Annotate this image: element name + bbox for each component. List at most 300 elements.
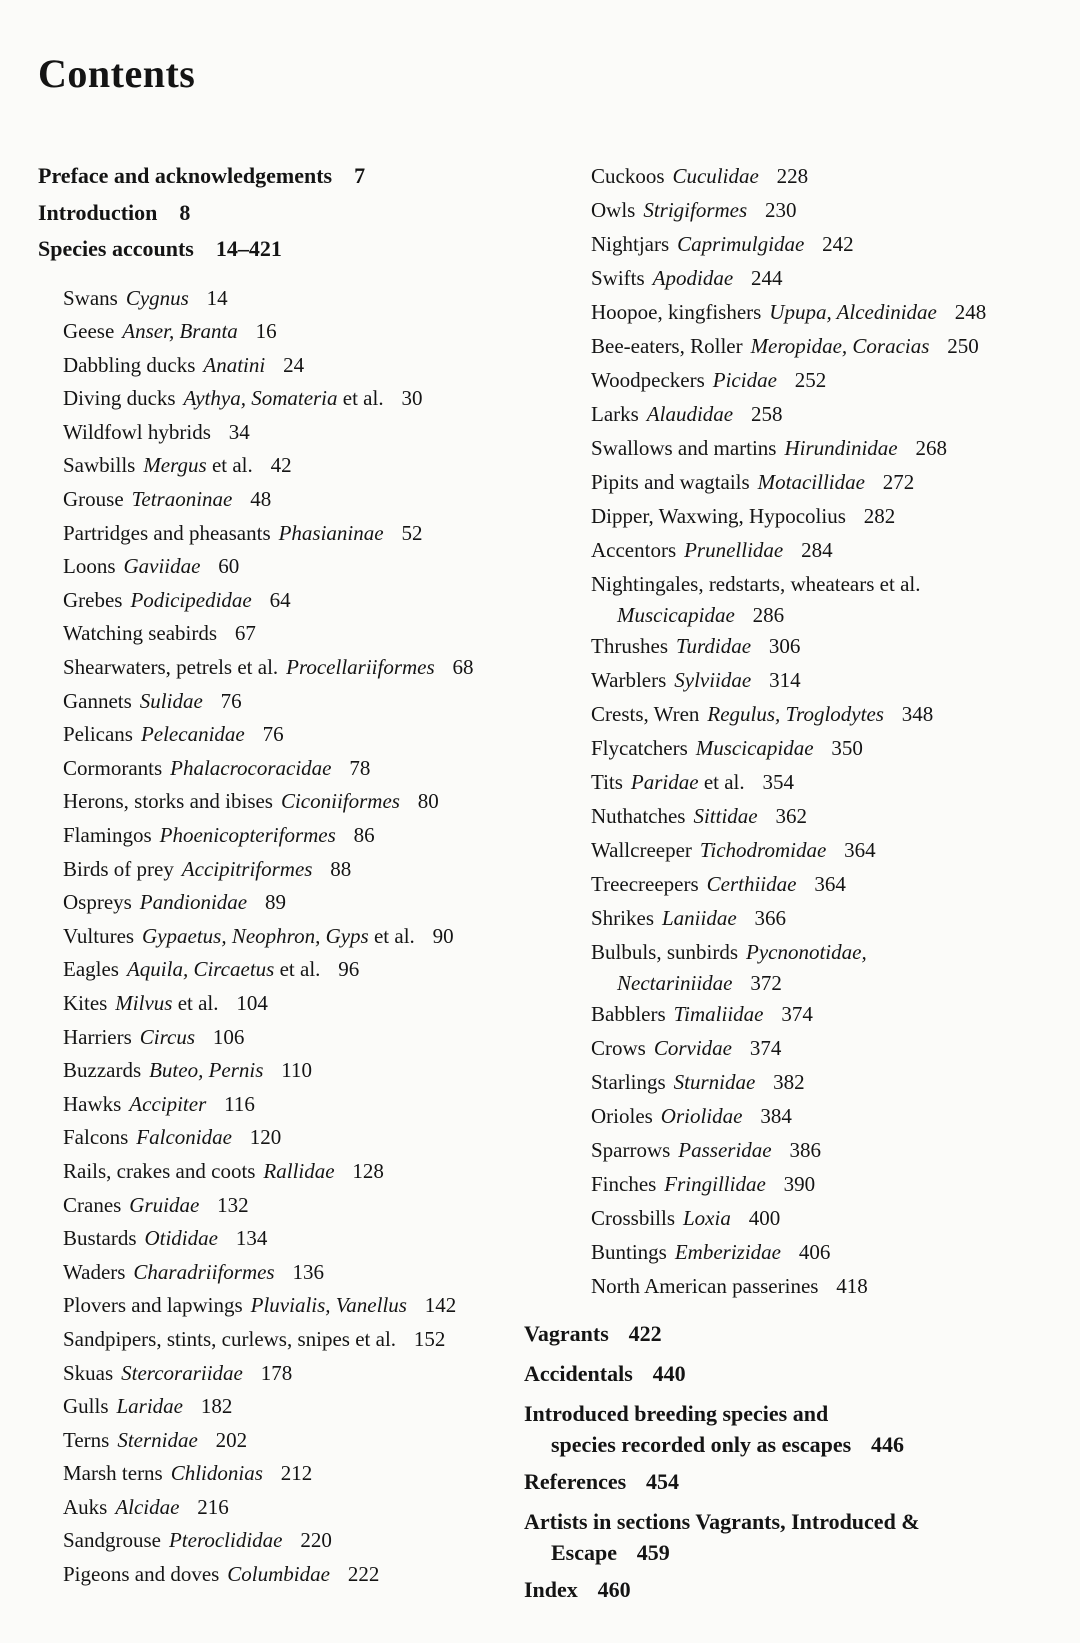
back-section xyxy=(524,1505,1044,1567)
toc-entry-latin: Rallidae xyxy=(263,1158,335,1183)
back-section-label: Artists in sections Vagrants, Introduced & xyxy=(524,1509,920,1534)
toc-entry xyxy=(63,685,524,719)
back-section xyxy=(524,1465,1044,1499)
back-section xyxy=(524,1317,1044,1351)
toc-entry-page: 106 xyxy=(212,1024,245,1049)
toc-entry-name: Crests, Wren xyxy=(591,702,700,726)
toc-entry-page: 354 xyxy=(762,770,794,794)
toc-entry xyxy=(63,920,524,954)
front-section-page: 14–421 xyxy=(215,236,282,261)
toc-entry-latin: Phasianinae xyxy=(278,520,384,545)
toc-entry xyxy=(63,785,524,819)
toc-entry-name: Larks xyxy=(591,402,639,426)
toc-entry xyxy=(63,1524,524,1558)
toc-entry-name: Eagles xyxy=(63,957,119,982)
toc-entry-page: 366 xyxy=(754,906,786,930)
toc-entry-latin: Motacillidae xyxy=(757,470,865,494)
toc-entry-page: 250 xyxy=(947,334,979,358)
back-section-continuation xyxy=(524,1431,1044,1459)
toc-entry-name: Sawbills xyxy=(63,453,136,478)
toc-entry xyxy=(591,765,1044,799)
toc-entry-name: Grouse xyxy=(63,487,124,512)
toc-entry-name: Thrushes xyxy=(591,634,668,658)
toc-entry-name: Bustards xyxy=(63,1226,137,1251)
toc-entry-name: Rails, crakes and coots xyxy=(63,1158,256,1183)
toc-entry-name: Flamingos xyxy=(63,823,152,847)
toc-entry-latin: Strigiformes xyxy=(643,198,748,222)
toc-entry-latin: Alcidae xyxy=(115,1494,180,1519)
toc-entry-latin: Aquila, Circaetus xyxy=(126,957,275,982)
toc-entry-name: Loons xyxy=(63,554,116,579)
toc-entry xyxy=(591,227,1044,261)
toc-entry-name: Auks xyxy=(63,1494,108,1519)
toc-entry-suffix: et al. xyxy=(373,923,415,948)
back-section-page: 446 xyxy=(871,1432,905,1457)
toc-entry-name: Plovers and lapwings xyxy=(63,1293,243,1318)
toc-entry xyxy=(591,935,1044,969)
toc-entry-page: 306 xyxy=(768,634,801,658)
toc-entry-name: Cuckoos xyxy=(591,164,665,188)
toc-entry xyxy=(591,329,1044,363)
back-section-label: Introduced breeding species and xyxy=(524,1401,829,1426)
toc-entry xyxy=(63,1357,524,1391)
toc-entry-name: Swifts xyxy=(591,266,645,290)
toc-entry-latin: Paridae xyxy=(630,770,699,794)
toc-entry-page: 96 xyxy=(338,957,360,982)
back-section-continuation xyxy=(524,1539,1044,1567)
front-section xyxy=(38,231,524,268)
toc-entry-latin: Cygnus xyxy=(125,285,189,310)
front-section xyxy=(38,195,524,232)
toc-entry xyxy=(591,1133,1044,1167)
species-list-right xyxy=(524,159,1044,1303)
toc-entry-name: Bulbuls, sunbirds xyxy=(591,940,739,964)
toc-entry-page: 152 xyxy=(413,1326,446,1351)
toc-entry-name: North American passerines xyxy=(591,1274,819,1298)
toc-entry-name: Watching seabirds xyxy=(63,621,218,646)
toc-entry-name: Shrikes xyxy=(591,906,654,930)
toc-entry-latin: Pluvialis, Vanellus xyxy=(250,1293,407,1318)
toc-entry-latin: Sylviidae xyxy=(674,668,752,692)
toc-entry-page: 178 xyxy=(260,1360,293,1385)
toc-entry-name: Gulls xyxy=(63,1394,109,1419)
toc-entry-page: 364 xyxy=(844,838,876,862)
toc-entry-name: Pipits and wagtails xyxy=(591,470,750,494)
toc-entry-page: 382 xyxy=(773,1070,805,1094)
toc-entry-name: Tits xyxy=(591,770,623,794)
toc-entry-page: 14 xyxy=(206,285,228,310)
toc-entry xyxy=(63,1088,524,1122)
toc-entry-page: 24 xyxy=(283,352,305,377)
toc-entry xyxy=(591,397,1044,431)
toc-entry xyxy=(63,617,524,651)
toc-entry-latin: Oriolidae xyxy=(660,1104,743,1128)
toc-entry xyxy=(591,261,1044,295)
toc-entry-name: Waders xyxy=(63,1259,126,1284)
toc-entry-page: 48 xyxy=(250,487,272,512)
toc-entry xyxy=(591,1201,1044,1235)
toc-entry-latin: Sulidae xyxy=(139,688,203,713)
toc-entry xyxy=(63,651,524,685)
toc-entry-latin: Accipiter xyxy=(129,1091,207,1116)
toc-entry-latin: Charadriiformes xyxy=(133,1259,275,1284)
toc-entry-name: Falcons xyxy=(63,1125,129,1150)
toc-entry-page: 272 xyxy=(882,470,915,494)
toc-entry-page: 258 xyxy=(750,402,783,426)
toc-entry-name: Hawks xyxy=(63,1091,122,1116)
toc-entry-latin: Hirundinidae xyxy=(784,436,898,460)
toc-entry-page: 34 xyxy=(228,419,250,444)
toc-entry-page: 350 xyxy=(831,736,863,760)
toc-entry xyxy=(63,416,524,450)
toc-entry xyxy=(591,363,1044,397)
toc-entry-latin: Anatini xyxy=(203,352,266,377)
toc-entry-latin: Muscicapidae xyxy=(695,736,814,760)
toc-entry-page: 52 xyxy=(401,520,423,545)
toc-entry-name: Shearwaters, petrels et al. xyxy=(63,655,279,680)
toc-entry-name: Sandgrouse xyxy=(63,1528,161,1553)
toc-entry-latin: Otididae xyxy=(144,1226,218,1251)
toc-entry-latin: Picidae xyxy=(712,368,777,392)
back-section-page: 460 xyxy=(597,1577,631,1602)
toc-entry-name: Sparrows xyxy=(591,1138,671,1162)
back-section-title xyxy=(524,1465,1044,1499)
toc-entry-latin: Buteo, Pernis xyxy=(149,1058,264,1083)
toc-entry-latin: Prunellidae xyxy=(684,538,784,562)
toc-entry-page: 142 xyxy=(424,1293,457,1318)
back-section-label: Vagrants xyxy=(524,1321,609,1346)
toc-entry-page: 216 xyxy=(197,1494,229,1519)
toc-entry-latin: Pelecanidae xyxy=(140,722,245,747)
toc-entry-latin: Podicipedidae xyxy=(130,587,252,612)
toc-entry-latin: Laridae xyxy=(116,1394,183,1419)
toc-entry-page: 110 xyxy=(281,1058,312,1083)
back-section-title xyxy=(524,1317,1044,1351)
toc-entry-page: 374 xyxy=(749,1036,782,1060)
toc-entry-page: 76 xyxy=(220,688,242,713)
toc-entry-name: Nightingales, redstarts, wheatears et al. xyxy=(591,572,921,596)
toc-entry-page: 372 xyxy=(750,971,782,995)
toc-entry xyxy=(63,1491,524,1525)
toc-entry xyxy=(63,1054,524,1088)
toc-entry-name: Swans xyxy=(63,285,118,310)
toc-entry xyxy=(63,349,524,383)
toc-entry xyxy=(63,953,524,987)
toc-entry-continuation xyxy=(591,969,1044,997)
back-section-title xyxy=(524,1357,1044,1391)
toc-entry-page: 386 xyxy=(789,1138,821,1162)
toc-entry-name: Nightjars xyxy=(591,232,670,256)
toc-entry xyxy=(63,752,524,786)
back-section-title xyxy=(524,1397,1044,1431)
toc-entry xyxy=(591,629,1044,663)
toc-entry-name: Swallows and martins xyxy=(591,436,777,460)
toc-entry-name: Pelicans xyxy=(63,722,133,747)
toc-entry-latin: Ciconiiformes xyxy=(280,789,400,814)
front-matter-sections xyxy=(38,158,524,268)
toc-entry-latin: Tichodromidae xyxy=(699,838,827,862)
toc-entry-page: 128 xyxy=(352,1158,384,1183)
toc-entry-page: 89 xyxy=(264,890,286,915)
toc-entry-page: 286 xyxy=(752,603,785,627)
toc-entry xyxy=(591,1065,1044,1099)
toc-entry-latin: Pteroclididae xyxy=(168,1528,283,1553)
toc-entry-page: 134 xyxy=(235,1226,268,1251)
toc-entry-latin: Timaliidae xyxy=(673,1002,764,1026)
toc-entry-name: Hoopoe, kingfishers xyxy=(591,300,762,324)
toc-entry-name: Gannets xyxy=(63,688,132,713)
toc-entry xyxy=(591,833,1044,867)
toc-entry-latin: Muscicapidae xyxy=(617,603,735,627)
toc-entry-page: 314 xyxy=(769,668,801,692)
back-section-page: 422 xyxy=(628,1321,662,1346)
toc-entry xyxy=(63,315,524,349)
toc-entry-page: 282 xyxy=(863,504,896,528)
toc-entry xyxy=(63,1457,524,1491)
toc-entry-latin: Mergus xyxy=(143,453,207,478)
toc-entry xyxy=(591,499,1044,533)
toc-entry-name: Dipper, Waxwing, Hypocolius xyxy=(591,504,846,528)
toc-entry-name: Wildfowl hybrids xyxy=(63,419,211,444)
toc-entry-page: 390 xyxy=(783,1172,816,1196)
back-section-page: 459 xyxy=(636,1540,670,1565)
toc-entry-name: Accentors xyxy=(591,538,677,562)
toc-entry-latin: Pandionidae xyxy=(139,890,248,915)
toc-entry xyxy=(591,731,1044,765)
page-title: Contents xyxy=(38,51,196,96)
toc-entry-latin: Fringillidae xyxy=(664,1172,766,1196)
toc-entry xyxy=(63,1021,524,1055)
toc-entry-continuation xyxy=(591,601,1044,629)
toc-entry xyxy=(63,1323,524,1357)
toc-entry-latin: Regulus, Troglodytes xyxy=(707,702,884,726)
front-section-label: Introduction xyxy=(38,199,158,225)
toc-entry-latin: Turdidae xyxy=(675,634,752,658)
toc-entry-latin: Phoenicopteriformes xyxy=(159,823,336,847)
toc-entry-page: 384 xyxy=(760,1104,792,1128)
toc-entry-page: 30 xyxy=(401,386,423,411)
back-section xyxy=(524,1357,1044,1391)
toc-entry xyxy=(591,295,1044,329)
toc-entry-name: Owls xyxy=(591,198,636,222)
toc-entry-latin: Upupa, Alcedinidae xyxy=(769,300,937,324)
toc-entry-latin: Cuculidae xyxy=(672,164,759,188)
toc-entry-name: Vultures xyxy=(63,923,135,948)
toc-entry xyxy=(63,1189,524,1223)
toc-entry-name: Geese xyxy=(63,319,115,344)
toc-entry-name: Woodpeckers xyxy=(591,368,705,392)
toc-entry xyxy=(591,1269,1044,1303)
toc-entry xyxy=(63,1289,524,1323)
toc-entry xyxy=(63,1121,524,1155)
toc-entry xyxy=(591,1167,1044,1201)
toc-entry-suffix: et al. xyxy=(279,957,321,982)
toc-entry-page: 80 xyxy=(417,789,439,814)
toc-entry xyxy=(591,193,1044,227)
toc-entry-latin: Chlidonias xyxy=(170,1461,263,1486)
left-column xyxy=(38,158,524,1607)
back-section-page: 454 xyxy=(646,1469,679,1494)
toc-entry-page: 400 xyxy=(748,1206,781,1230)
toc-entry-page: 406 xyxy=(798,1240,831,1264)
toc-entry xyxy=(591,1235,1044,1269)
toc-entry-page: 136 xyxy=(292,1259,324,1284)
toc-entry-latin: Emberizidae xyxy=(674,1240,781,1264)
toc-entry-suffix: et al. xyxy=(342,386,384,411)
toc-entry-page: 116 xyxy=(224,1091,255,1116)
toc-entry-latin: Meropidae, Coracias xyxy=(750,334,930,358)
toc-entry-page: 86 xyxy=(353,823,375,847)
toc-entry xyxy=(63,449,524,483)
toc-entry-name: Treecreepers xyxy=(591,872,699,896)
toc-entry xyxy=(591,663,1044,697)
toc-entry-page: 364 xyxy=(814,872,846,896)
toc-entry xyxy=(63,987,524,1021)
back-section xyxy=(524,1573,1044,1607)
toc-entry xyxy=(591,465,1044,499)
front-section-label: Species accounts xyxy=(38,236,194,261)
toc-entry-name: Nuthatches xyxy=(591,804,686,828)
toc-entry-page: 88 xyxy=(330,856,352,881)
toc-entry xyxy=(591,159,1044,193)
toc-entry xyxy=(63,1155,524,1189)
toc-entry-name: Harriers xyxy=(63,1024,132,1049)
toc-entry-page: 252 xyxy=(794,368,827,392)
toc-entry-latin: Passeridae xyxy=(678,1138,772,1162)
toc-entry-latin: Gaviidae xyxy=(123,554,201,579)
toc-entry xyxy=(63,382,524,416)
toc-entry-name: Starlings xyxy=(591,1070,666,1094)
toc-entry-page: 76 xyxy=(262,722,284,747)
toc-entry-name: Cranes xyxy=(63,1192,122,1217)
toc-entry xyxy=(63,517,524,551)
toc-entry-name: Orioles xyxy=(591,1104,653,1128)
toc-entry-name: Dabbling ducks xyxy=(63,352,196,377)
toc-entry-page: 78 xyxy=(349,755,371,780)
toc-entry-latin: Stercorariidae xyxy=(121,1360,243,1385)
toc-entry-page: 362 xyxy=(775,804,807,828)
toc-entry-page: 212 xyxy=(280,1461,313,1486)
toc-entry-page: 60 xyxy=(218,554,240,579)
toc-entry xyxy=(591,997,1044,1031)
toc-entry-page: 244 xyxy=(750,266,783,290)
toc-entry-name: Buzzards xyxy=(63,1058,142,1083)
right-column xyxy=(524,158,1044,1607)
front-section-page: 8 xyxy=(179,199,191,225)
toc-entry-page: 418 xyxy=(836,1274,868,1298)
toc-entry-latin: Phalacrocoracidae xyxy=(170,755,332,780)
toc-entry-latin: Alaudidae xyxy=(646,402,734,426)
toc-entry-name: Bee-eaters, Roller xyxy=(591,334,743,358)
toc-entry-latin: Anser, Branta xyxy=(122,319,238,344)
back-section-title xyxy=(524,1573,1044,1607)
toc-entry xyxy=(591,533,1044,567)
toc-entry-latin: Columbidae xyxy=(227,1562,330,1587)
toc-entry-name: Babblers xyxy=(591,1002,666,1026)
back-section-label2: Escape xyxy=(551,1540,617,1565)
toc-entry-page: 230 xyxy=(765,198,797,222)
toc-entry-page: 348 xyxy=(901,702,934,726)
toc-entry-name: Ospreys xyxy=(63,890,132,915)
toc-entry-latin: Falconidae xyxy=(136,1125,232,1150)
toc-entry-page: 268 xyxy=(915,436,947,460)
toc-entry-latin: Circus xyxy=(139,1024,195,1049)
toc-entry-page: 182 xyxy=(200,1394,233,1419)
toc-entry xyxy=(591,901,1044,935)
toc-entry xyxy=(63,1390,524,1424)
toc-entry-latin: Sturnidae xyxy=(673,1070,756,1094)
toc-entry xyxy=(591,867,1044,901)
back-section-label: References xyxy=(524,1469,627,1494)
toc-entry xyxy=(63,584,524,618)
back-section-label: Index xyxy=(524,1577,578,1602)
toc-entry xyxy=(591,697,1044,731)
toc-entry-page: 132 xyxy=(217,1192,249,1217)
toc-entry-name: Birds of prey xyxy=(63,856,174,881)
toc-entry xyxy=(63,1424,524,1458)
toc-entry-suffix: et al. xyxy=(177,990,219,1015)
toc-entry-page: 248 xyxy=(954,300,987,324)
toc-entry xyxy=(63,550,524,584)
toc-entry xyxy=(63,886,524,920)
back-section-label: Accidentals xyxy=(524,1361,633,1386)
species-list-left xyxy=(38,282,524,1592)
toc-entry-page: 284 xyxy=(801,538,833,562)
toc-entry xyxy=(591,799,1044,833)
toc-entry xyxy=(63,1222,524,1256)
toc-entry xyxy=(63,282,524,316)
toc-entry-name: Herons, storks and ibises xyxy=(63,789,273,814)
toc-entry-name: Crossbills xyxy=(591,1206,676,1230)
toc-entry-page: 242 xyxy=(822,232,854,256)
toc-entry-page: 104 xyxy=(236,990,268,1015)
toc-entry-name: Cormorants xyxy=(63,755,163,780)
toc-entry-page: 222 xyxy=(347,1562,380,1587)
toc-entry-name: Partridges and pheasants xyxy=(63,520,271,545)
toc-entry-latin: Corvidae xyxy=(653,1036,732,1060)
toc-entry-page: 42 xyxy=(270,453,292,478)
toc-entry-name: Marsh terns xyxy=(63,1461,163,1486)
toc-entry-name: Diving ducks xyxy=(63,386,176,411)
toc-entry-latin: Tetraoninae xyxy=(131,487,233,512)
toc-entry-latin: Nectariniidae xyxy=(617,971,733,995)
toc-entry-latin: Procellariiformes xyxy=(286,655,435,680)
toc-entry-page: 90 xyxy=(432,923,454,948)
front-section xyxy=(38,158,524,195)
toc-entry-suffix: et al. xyxy=(211,453,253,478)
toc-entry-page: 220 xyxy=(300,1528,332,1553)
toc-entry-page: 68 xyxy=(452,655,474,680)
toc-entry xyxy=(591,567,1044,601)
toc-entry xyxy=(591,1031,1044,1065)
back-section-page: 440 xyxy=(652,1361,686,1386)
toc-entry-name: Skuas xyxy=(63,1360,114,1385)
toc-entry xyxy=(63,819,524,853)
back-section xyxy=(524,1397,1044,1459)
toc-entry-page: 67 xyxy=(234,621,256,646)
toc-entry-page: 374 xyxy=(781,1002,813,1026)
toc-entry-name: Crows xyxy=(591,1036,646,1060)
toc-entry-page: 202 xyxy=(215,1427,248,1452)
toc-entry-name: Pigeons and doves xyxy=(63,1562,220,1587)
toc-entry-latin: Sittidae xyxy=(693,804,758,828)
toc-entry-latin: Apodidae xyxy=(652,266,734,290)
two-column-layout xyxy=(38,158,1050,1607)
toc-entry xyxy=(63,853,524,887)
toc-entry-latin: Gypaetus, Neophron, Gyps xyxy=(142,923,369,948)
toc-entry-name: Terns xyxy=(63,1427,110,1452)
toc-entry xyxy=(591,431,1044,465)
